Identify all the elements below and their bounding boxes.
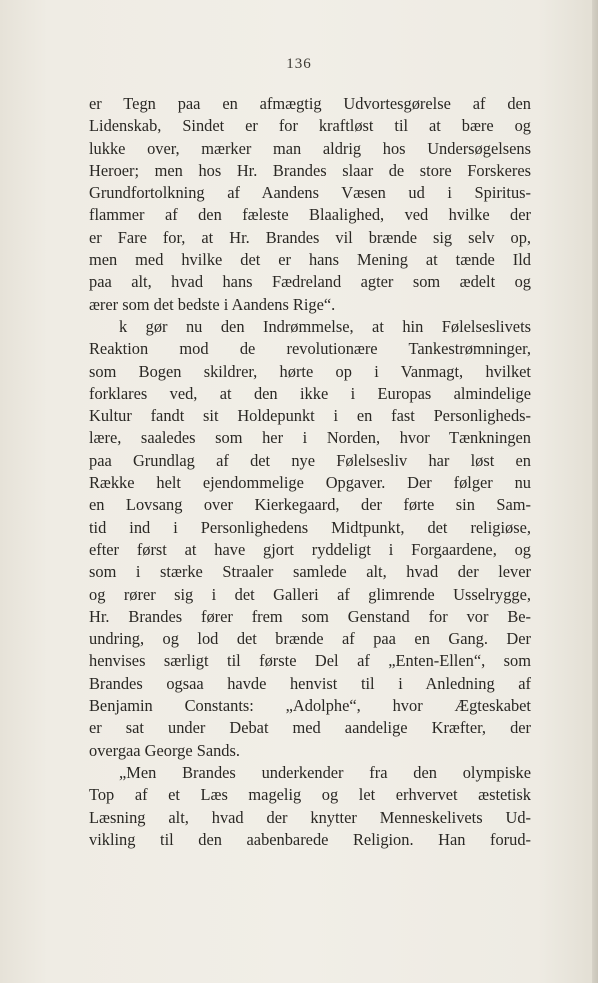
text-line: efter først at have gjort ryddeligt i Forgaardene, og — [89, 539, 531, 559]
page-edge — [592, 0, 598, 983]
text-line: tid ind i Personlighedens Midtpunkt, det religiøse, — [89, 517, 531, 537]
text-line: Kultur fandt sit Holdepunkt i en fast Personligheds- — [89, 406, 531, 426]
text-line: Benjamin Constants: „Adolphe“, hvor Ægteskabet — [89, 696, 531, 716]
text-line: Række helt ejendommelige Opgaver. Der følger nu — [89, 473, 531, 493]
text-line: Lidenskab, Sindet er for kraftløst til at bære og — [89, 116, 531, 136]
text-line: er Tegn paa en afmægtig Udvortesgørelse af den — [89, 94, 531, 113]
text-line: overgaa George Sands. — [89, 740, 240, 760]
page-number: 136 — [286, 56, 312, 72]
text-line: som i stærke Straaler samlede alt, hvad der lever — [89, 562, 531, 582]
body-text — [89, 93, 531, 851]
text-line: er sat under Debat med aandelige Kræfter, der — [89, 718, 531, 738]
text-line: Grundfortolkning af Aandens Væsen ud i Spiritus- — [89, 183, 531, 203]
text-line: Reaktion mod de revolutionære Tankestrømninger, — [89, 339, 531, 359]
text-line: som Bogen skildrer, hørte op i Vanmagt, hvilket — [89, 361, 531, 381]
text-line: lære, saaledes som her i Norden, hvor Tænkningen — [89, 428, 531, 448]
text-line: vikling til den aabenbarede Religion. Han forud- — [89, 829, 531, 849]
text-line: men med hvilke det er hans Mening at tænde Ild — [89, 250, 531, 270]
text-line: henvises særligt til første Del af „Enten-Ellen“, som — [89, 651, 531, 671]
text-line: k gør nu den Indrømmelse, at hin Følelseslivets — [119, 316, 531, 336]
text-line: lukke over, mærker man aldrig hos Undersøgelsens — [89, 138, 531, 158]
text-line: flammer af den fæleste Blaalighed, ved hvilke der — [89, 205, 531, 225]
text-line: er Fare for, at Hr. Brandes vil brænde sig selv op, — [89, 227, 531, 247]
text-line: undring, og lod det brænde af paa en Gang. Der — [89, 629, 531, 649]
text-line: Læsning alt, hvad der knytter Menneskelivets Ud- — [89, 807, 531, 827]
text-line: „Men Brandes underkender fra den olympiske — [119, 762, 531, 782]
text-line: Heroer; men hos Hr. Brandes slaar de store Forskeres — [89, 160, 531, 180]
text-line: paa alt, hvad hans Fædreland agter som ædelt og — [89, 272, 531, 292]
text-line: ærer som det bedste i Aandens Rige“. — [89, 294, 336, 314]
text-line: forklares ved, at den ikke i Europas almindelige — [89, 383, 531, 403]
text-line: Top af et Læs magelig og let erhvervet æstetisk — [89, 785, 531, 805]
text-line: og rører sig i det Galleri af glimrende Usselrygge, — [89, 584, 531, 604]
text-line: en Lovsang over Kierkegaard, der førte sin Sam- — [89, 495, 531, 515]
text-line: paa Grundlag af det nye Følelsesliv har løst en — [89, 450, 531, 470]
text-line: Hr. Brandes fører frem som Genstand for vor Be- — [89, 606, 531, 626]
text-line: Brandes ogsaa havde henvist til i Anledning af — [89, 673, 531, 693]
